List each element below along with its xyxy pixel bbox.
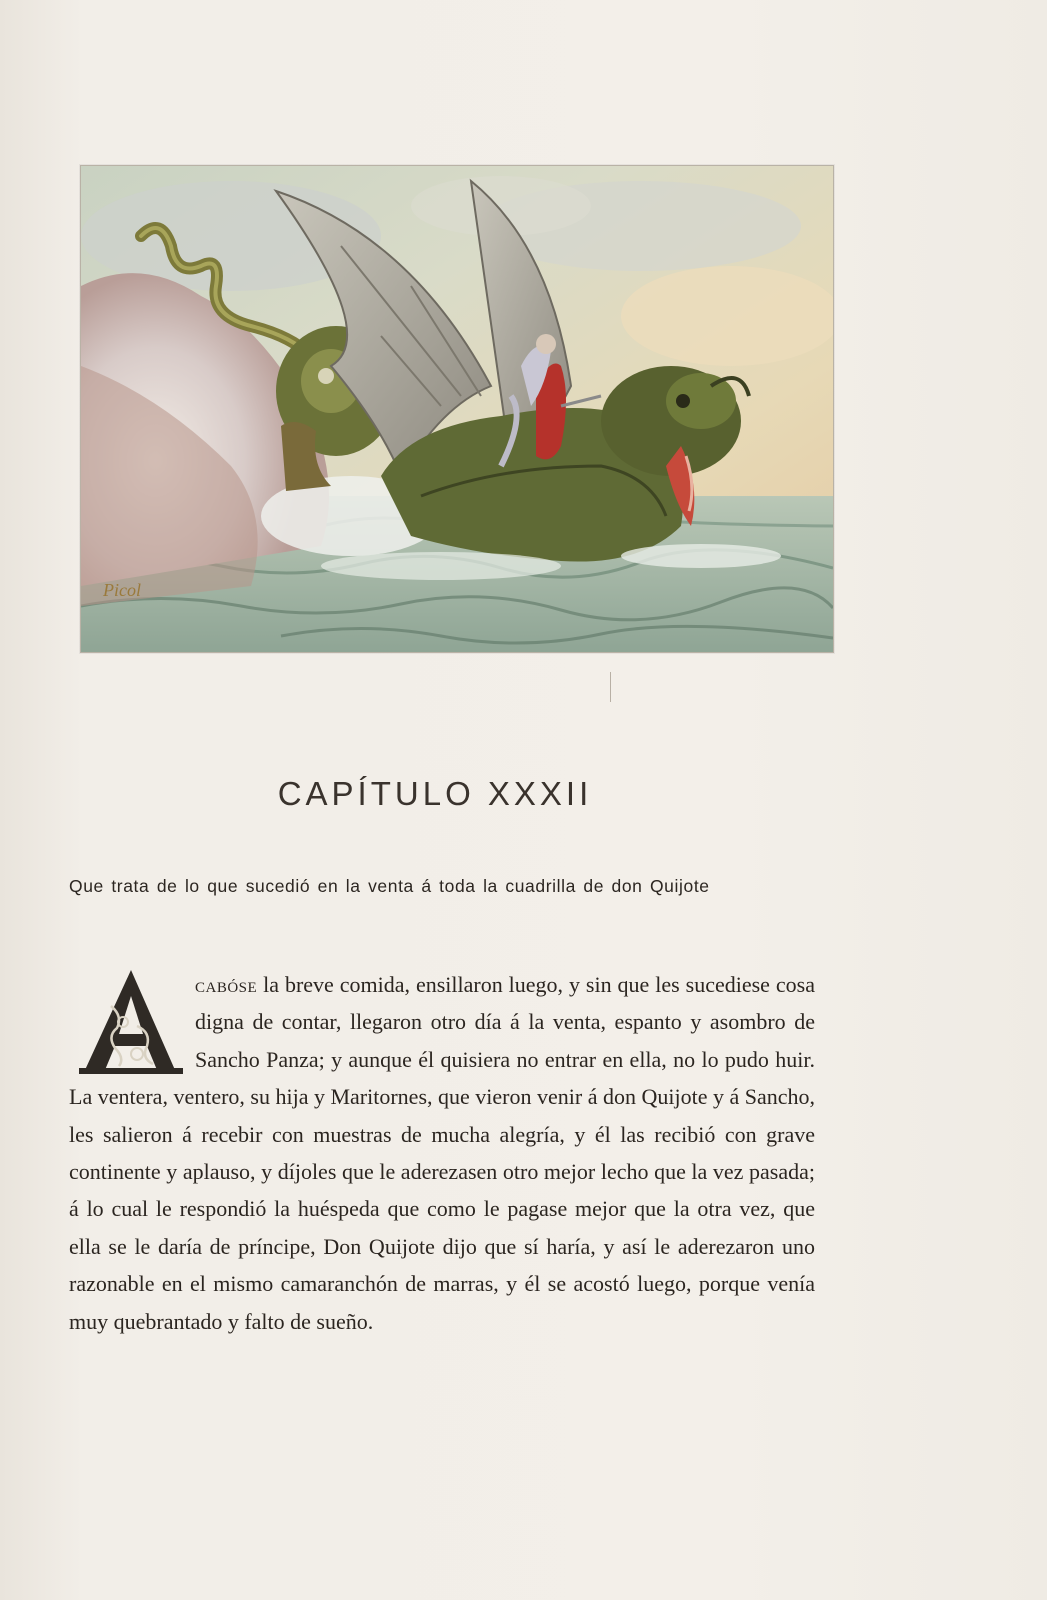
dropcap-initial [77,966,185,1078]
opening-word: cabóse [195,972,258,997]
body-paragraph: la breve comida, ensillaron luego, y sin que les sucediese cosa digna de contar, llegaron otro día á la venta, espanto y asombro de Sancho Panza; y aunque él quisiera no entrar en ella, no lo pudo huir. La ventera, ventero, su hija y Maritornes, que vieron venir á don Quijote y á Sancho, les salieron á recebir con muestras de mucha alegría, y él las recibió con grave continente y aplauso, y díjoles que le aderezasen otro mejor lecho que la vez pasada; á lo cual le respondió la huéspeda que como le pagase mejor que la otra vez, que ella se le daría de príncipe, Don Quijote dijo que sí haría, y así le aderezaron uno razonable en el mismo camaranchón de marras, y él se acostó luego, porque venía muy quebrantado y falto de sueño. [69,972,815,1334]
chapter-body [69,966,815,1340]
svg-text:Picol: Picol [103,580,141,600]
page-mark [610,672,611,702]
svg-text:A [131,1065,132,1066]
ornate-letter-a-icon [77,966,185,1078]
chapter-title: CAPÍTULO XXXII [277,775,593,812]
sea-monster-picture [81,166,833,652]
color-plate-illustration [80,165,834,653]
chapter-subtitle: Que trata de lo que sucedió en la venta á toda la cuadrilla de don Quijote [69,876,710,896]
